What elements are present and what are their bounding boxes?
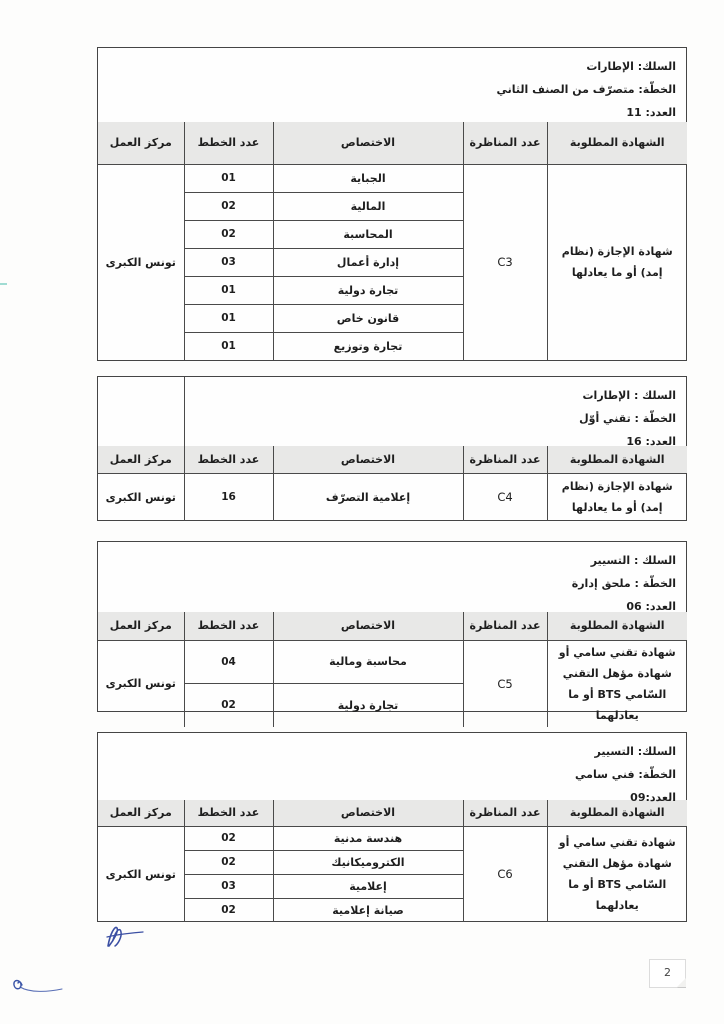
specialty-cell: تجارة دولية <box>273 683 463 726</box>
specialty-cell: المالية <box>273 192 463 220</box>
post-count-cell: 04 <box>184 640 273 683</box>
post-count-cell: 02 <box>184 850 273 874</box>
post-count-cell: 01 <box>184 164 273 192</box>
certificate-cell: شهادة تقني سامي أو شهادة مؤهل التقني السّامي BTS أو ما يعادلهما <box>547 640 687 727</box>
divider-line <box>184 377 185 446</box>
competition-code-cell: C6 <box>463 826 547 922</box>
column-header-specialty: الاختصاص <box>273 612 463 640</box>
column-header-certificate: الشهادة المطلوبة <box>547 446 687 473</box>
work-center-cell: تونس الكبرى <box>98 640 184 727</box>
count-line: العدد: 11 <box>626 106 676 119</box>
specialty-cell: صيانة إعلامية <box>273 898 463 922</box>
column-header-certificate: الشهادة المطلوبة <box>547 612 687 640</box>
column-header-row <box>98 122 687 164</box>
work-center-cell: تونس الكبرى <box>98 826 184 922</box>
specialty-cell: تجارة وتوزيع <box>273 332 463 360</box>
specialty-cell: إعلامية التصرّف <box>273 473 463 521</box>
scan-artifact-dash <box>0 283 7 285</box>
column-header-competition: عدد المناظرة <box>463 800 547 826</box>
post-count-cell: 02 <box>184 826 273 850</box>
recruitment-table-3 <box>97 541 687 722</box>
margin-scribble <box>8 976 66 1004</box>
corps-line: السلك : الإطارات <box>582 389 676 402</box>
column-header-work-center: مركز العمل <box>98 446 184 473</box>
corps-line: السلك: الإطارات <box>586 60 676 73</box>
competition-code-cell: C5 <box>463 640 547 727</box>
count-line: العدد: 16 <box>626 435 676 448</box>
vacancies-table <box>98 612 687 727</box>
competition-code-cell: C3 <box>463 164 547 360</box>
post-count-cell: 01 <box>184 304 273 332</box>
post-count-cell: 01 <box>184 276 273 304</box>
count-line: العدد: 06 <box>626 600 676 613</box>
column-header-competition: عدد المناظرة <box>463 446 547 473</box>
column-header-work-center: مركز العمل <box>98 612 184 640</box>
column-header-post-count: عدد الخطط <box>184 800 273 826</box>
signature-mark <box>105 922 147 952</box>
vacancies-table <box>98 122 687 360</box>
specialty-cell: إعلامية <box>273 874 463 898</box>
post-count-cell: 16 <box>184 473 273 521</box>
recruitment-table-4 <box>97 732 687 922</box>
table-info <box>98 542 686 612</box>
recruitment-table-1 <box>97 47 687 361</box>
post-count-cell: 03 <box>184 248 273 276</box>
certificate-cell: شهادة الإجازة (نظام إمد) أو ما يعادلها <box>547 473 687 521</box>
column-header-work-center: مركز العمل <box>98 122 184 164</box>
corps-line: السلك : التسيير <box>590 554 676 567</box>
post-count-cell: 02 <box>184 683 273 726</box>
column-header-certificate: الشهادة المطلوبة <box>547 800 687 826</box>
page-number-box <box>649 959 686 988</box>
plan-line: الخطّة: متصرّف من الصنف الثاني <box>496 83 676 96</box>
column-header-competition: عدد المناظرة <box>463 122 547 164</box>
post-count-cell: 01 <box>184 332 273 360</box>
column-header-work-center: مركز العمل <box>98 800 184 826</box>
column-header-specialty: الاختصاص <box>273 800 463 826</box>
specialty-cell: المحاسبة <box>273 220 463 248</box>
column-header-post-count: عدد الخطط <box>184 122 273 164</box>
specialty-cell: هندسة مدنية <box>273 826 463 850</box>
specialty-cell: الكتروميكانيك <box>273 850 463 874</box>
column-header-competition: عدد المناظرة <box>463 612 547 640</box>
column-header-certificate: الشهادة المطلوبة <box>547 122 687 164</box>
plan-line: الخطّة: فني سامي <box>575 768 676 781</box>
count-line: العدد:09 <box>630 791 676 804</box>
post-count-cell: 02 <box>184 898 273 922</box>
certificate-cell: شهادة تقني سامي أو شهادة مؤهل التقني السّامي BTS أو ما يعادلهما <box>547 826 687 922</box>
table-row <box>98 640 687 683</box>
work-center-cell: تونس الكبرى <box>98 164 184 360</box>
table-info <box>98 48 686 122</box>
table-info <box>98 377 686 446</box>
column-header-specialty: الاختصاص <box>273 122 463 164</box>
table-row <box>98 164 687 192</box>
post-count-cell: 02 <box>184 220 273 248</box>
plan-line: الخطّة : ملحق إدارة <box>571 577 676 590</box>
specialty-cell: محاسبة ومالية <box>273 640 463 683</box>
vacancies-table <box>98 446 687 521</box>
vacancies-table <box>98 800 687 922</box>
specialty-cell: قانون خاص <box>273 304 463 332</box>
post-count-cell: 03 <box>184 874 273 898</box>
page-number: 2 <box>664 966 671 979</box>
recruitment-table-2 <box>97 376 687 521</box>
table-info <box>98 733 686 804</box>
column-header-post-count: عدد الخطط <box>184 446 273 473</box>
work-center-cell: تونس الكبرى <box>98 473 184 521</box>
table-row <box>98 826 687 850</box>
certificate-cell: شهادة الإجازة (نظام إمد) أو ما يعادلها <box>547 164 687 360</box>
column-header-specialty: الاختصاص <box>273 446 463 473</box>
table-row <box>98 473 687 521</box>
post-count-cell: 02 <box>184 192 273 220</box>
corps-line: السلك: التسيير <box>594 745 676 758</box>
plan-line: الخطّة : تقني أوّل <box>579 412 676 425</box>
column-header-post-count: عدد الخطط <box>184 612 273 640</box>
competition-code-cell: C4 <box>463 473 547 521</box>
specialty-cell: تجارة دولية <box>273 276 463 304</box>
specialty-cell: الجباية <box>273 164 463 192</box>
page-corner-fold-shade <box>677 978 686 987</box>
specialty-cell: إدارة أعمال <box>273 248 463 276</box>
